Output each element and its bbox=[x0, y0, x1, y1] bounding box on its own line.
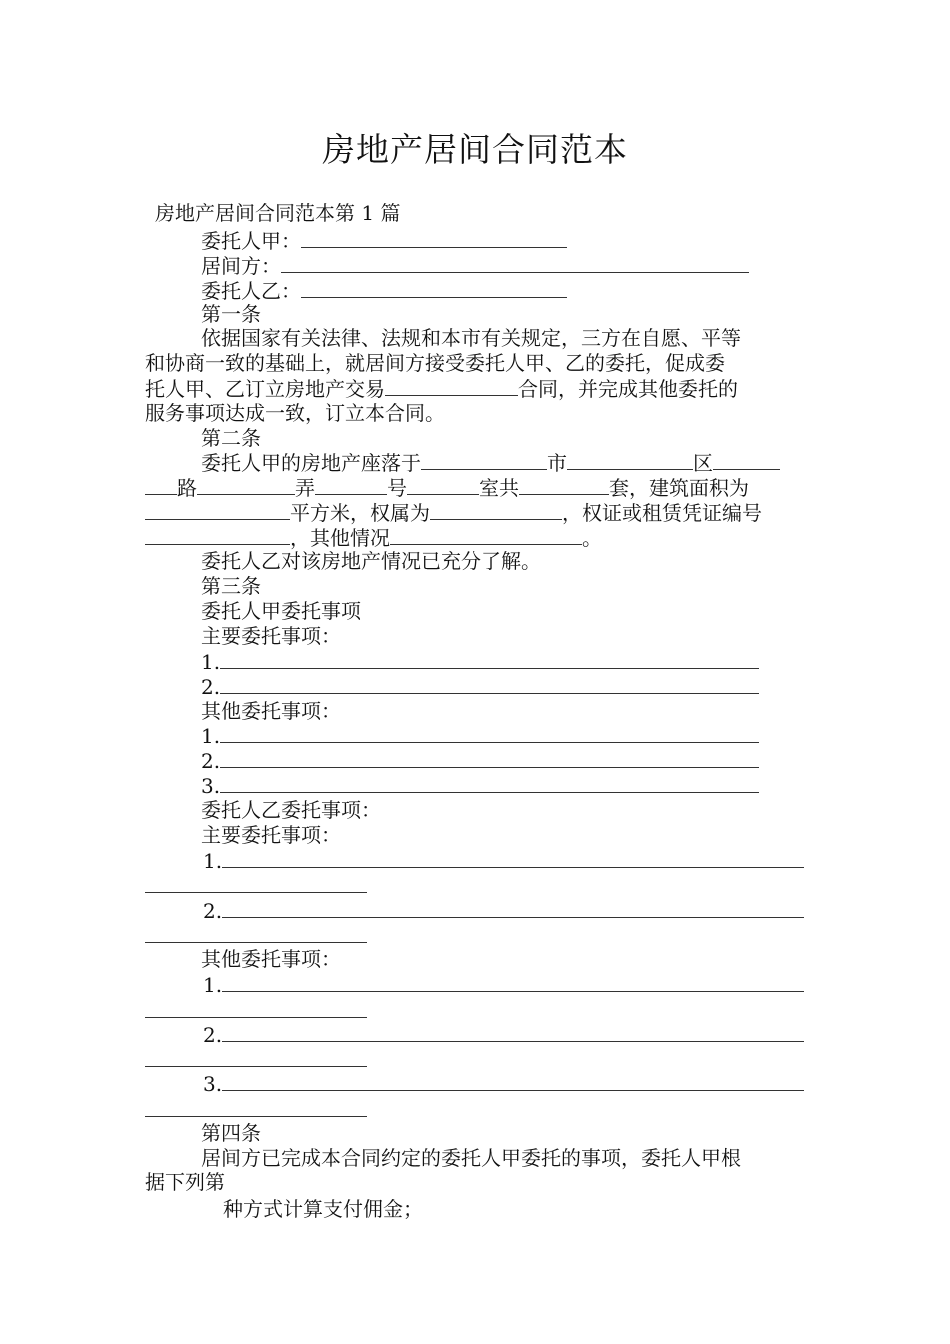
article-1-heading: 第一条 bbox=[201, 302, 261, 326]
units-blank[interactable] bbox=[519, 475, 609, 495]
party-a-matters-title: 委托人甲委托事项 bbox=[201, 599, 361, 623]
broker-blank[interactable] bbox=[281, 253, 749, 273]
article-2-line-2 bbox=[145, 475, 749, 500]
party-a-other-matters: 其他委托事项： bbox=[201, 699, 341, 723]
period: 。 bbox=[582, 526, 602, 550]
article-2-line-5: 委托人乙对该房地产情况已充分了解。 bbox=[201, 549, 541, 573]
area-label: 套，建筑面积为 bbox=[609, 476, 749, 500]
ownership-label: 平方米，权属为 bbox=[290, 501, 430, 525]
party-a-other-item-3 bbox=[201, 773, 759, 798]
item-blank[interactable] bbox=[222, 1071, 804, 1091]
article-4-heading: 第四条 bbox=[201, 1121, 261, 1145]
item-blank[interactable] bbox=[220, 723, 759, 743]
party-a-main-matters: 主要委托事项： bbox=[201, 624, 341, 648]
article-4-line-3: 种方式计算支付佣金； bbox=[223, 1197, 423, 1221]
party-b-other-item-2 bbox=[203, 1022, 804, 1047]
certificate-label: ，权证或租赁凭证编号 bbox=[562, 501, 762, 525]
item-number: 2. bbox=[203, 1023, 223, 1047]
road-blank-a[interactable] bbox=[713, 450, 780, 470]
party-b-label: 委托人乙： bbox=[201, 279, 301, 303]
transaction-type-blank[interactable] bbox=[385, 376, 518, 396]
party-b-main-matters: 主要委托事项： bbox=[201, 823, 341, 847]
item-number: 1. bbox=[201, 724, 221, 748]
continuation-rule bbox=[145, 1066, 367, 1067]
party-b-main-item-2 bbox=[203, 898, 804, 923]
party-b-main-item-1 bbox=[203, 848, 804, 873]
article-1-line-3 bbox=[145, 376, 738, 401]
city-blank[interactable] bbox=[421, 450, 547, 470]
party-b-other-item-3 bbox=[203, 1071, 804, 1096]
item-blank[interactable] bbox=[220, 649, 759, 669]
section-subtitle: 房地产居间合同范本第 1 篇 bbox=[155, 201, 401, 225]
item-number: 1. bbox=[201, 650, 221, 674]
item-number: 2. bbox=[203, 899, 223, 923]
article-1-line-1: 依据国家有关法律、法规和本市有关规定，三方在自愿、平等 bbox=[201, 326, 741, 350]
document-title: 房地产居间合同范本 bbox=[322, 130, 628, 169]
party-a-main-item-2 bbox=[201, 674, 759, 699]
other-info-blank[interactable] bbox=[390, 525, 582, 545]
ownership-blank[interactable] bbox=[430, 500, 562, 520]
road-label: 路 bbox=[177, 476, 197, 500]
party-a-main-item-1 bbox=[201, 649, 759, 674]
item-blank[interactable] bbox=[220, 773, 759, 793]
item-number: 3. bbox=[201, 774, 221, 798]
party-b-other-matters: 其他委托事项： bbox=[201, 947, 341, 971]
article-1-line-3a: 托人甲、乙订立房地产交易 bbox=[145, 377, 385, 401]
continuation-rule bbox=[145, 892, 367, 893]
party-b-other-item-1 bbox=[203, 972, 804, 997]
item-blank[interactable] bbox=[220, 748, 759, 768]
party-a-other-item-1 bbox=[201, 723, 759, 748]
district-blank[interactable] bbox=[567, 450, 693, 470]
article-1-line-3b: 合同，并完成其他委托的 bbox=[518, 377, 738, 401]
party-b-blank[interactable] bbox=[301, 278, 567, 298]
party-a-label: 委托人甲： bbox=[201, 229, 301, 253]
road-blank-b[interactable] bbox=[145, 475, 177, 495]
item-blank[interactable] bbox=[222, 898, 804, 918]
item-blank[interactable] bbox=[222, 848, 804, 868]
party-a-line bbox=[201, 228, 567, 253]
item-number: 1. bbox=[203, 849, 223, 873]
certificate-blank[interactable] bbox=[145, 525, 290, 545]
article-4-line-1: 居间方已完成本合同约定的委托人甲委托的事项，委托人甲根 bbox=[201, 1146, 741, 1170]
item-number: 2. bbox=[201, 749, 221, 773]
item-number: 3. bbox=[203, 1072, 223, 1096]
location-label: 委托人甲的房地产座落于 bbox=[201, 451, 421, 475]
other-info-label: ，其他情况 bbox=[290, 526, 390, 550]
item-number: 1. bbox=[203, 973, 223, 997]
article-1-line-4: 服务事项达成一致，订立本合同。 bbox=[145, 401, 445, 425]
item-blank[interactable] bbox=[222, 972, 804, 992]
article-2-heading: 第二条 bbox=[201, 426, 261, 450]
room-blank[interactable] bbox=[407, 475, 479, 495]
article-1-line-2: 和协商一致的基础上，就居间方接受委托人甲、乙的委托，促成委 bbox=[145, 351, 725, 375]
city-label: 市 bbox=[547, 451, 567, 475]
continuation-rule bbox=[145, 942, 367, 943]
broker-line bbox=[201, 253, 749, 278]
party-a-blank[interactable] bbox=[301, 228, 567, 248]
party-b-line bbox=[201, 278, 567, 303]
continuation-rule bbox=[145, 1017, 367, 1018]
item-blank[interactable] bbox=[222, 1022, 804, 1042]
lane-label: 弄 bbox=[295, 476, 315, 500]
party-a-other-item-2 bbox=[201, 748, 759, 773]
article-4-line-2: 据下列第 bbox=[145, 1170, 225, 1194]
continuation-rule bbox=[145, 1116, 367, 1117]
number-label: 号 bbox=[387, 476, 407, 500]
party-b-matters-title: 委托人乙委托事项： bbox=[201, 798, 381, 822]
article-3-heading: 第三条 bbox=[201, 574, 261, 598]
item-number: 2. bbox=[201, 675, 221, 699]
item-blank[interactable] bbox=[220, 674, 759, 694]
area-blank[interactable] bbox=[145, 500, 290, 520]
article-2-line-3 bbox=[145, 500, 762, 525]
article-2-line-1 bbox=[201, 450, 780, 475]
article-2-line-4 bbox=[145, 525, 602, 550]
district-label: 区 bbox=[693, 451, 713, 475]
room-label: 室共 bbox=[479, 476, 519, 500]
lane-blank[interactable] bbox=[197, 475, 295, 495]
broker-label: 居间方： bbox=[201, 254, 281, 278]
number-blank[interactable] bbox=[315, 475, 387, 495]
